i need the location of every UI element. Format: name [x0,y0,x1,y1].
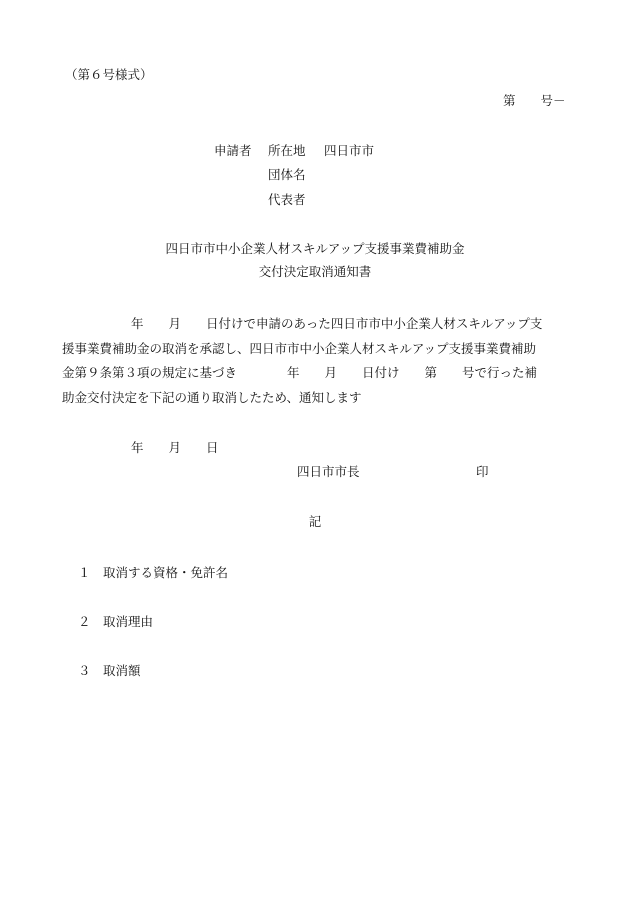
body-text-line2: 援事業費補助金の取消を承認し、四日市市中小企業人材スキルアップ支援事業費補助 [62,341,537,356]
note-item-reason: ２ 取消理由 [78,614,154,629]
applicant-label: 申請者 [214,143,252,158]
issue-date: 年 月 日 [131,440,219,455]
address-label: 所在地 [268,143,306,158]
body-text-line3: 金第９条第３項の規定に基づき 年 月 日付け 第 号で行った補 [62,365,538,380]
document-number: 第 号－ [503,93,566,108]
address-value: 四日市市 [324,143,375,158]
document-title-line1: 四日市市中小企業人材スキルアップ支援事業費補助金 [165,241,465,256]
seal-mark: 印 [476,464,489,479]
representative-label: 代表者 [268,192,306,207]
mayor-title: 四日市市長 [297,464,360,479]
note-item-qualification: １ 取消する資格・免許名 [78,565,229,580]
group-name-label: 団体名 [268,167,306,182]
document-title-line2: 交付決定取消通知書 [258,264,372,279]
body-text-line4: 助金交付決定を下記の通り取消したため、通知します [62,390,362,405]
ki-heading: 記 [308,514,322,529]
note-item-amount: ３ 取消額 [78,663,141,678]
body-text-line1: 年 月 日付けで申請のあった四日市市中小企業人材スキルアップ支 [131,316,543,331]
form-number: （第６号様式） [65,67,153,82]
